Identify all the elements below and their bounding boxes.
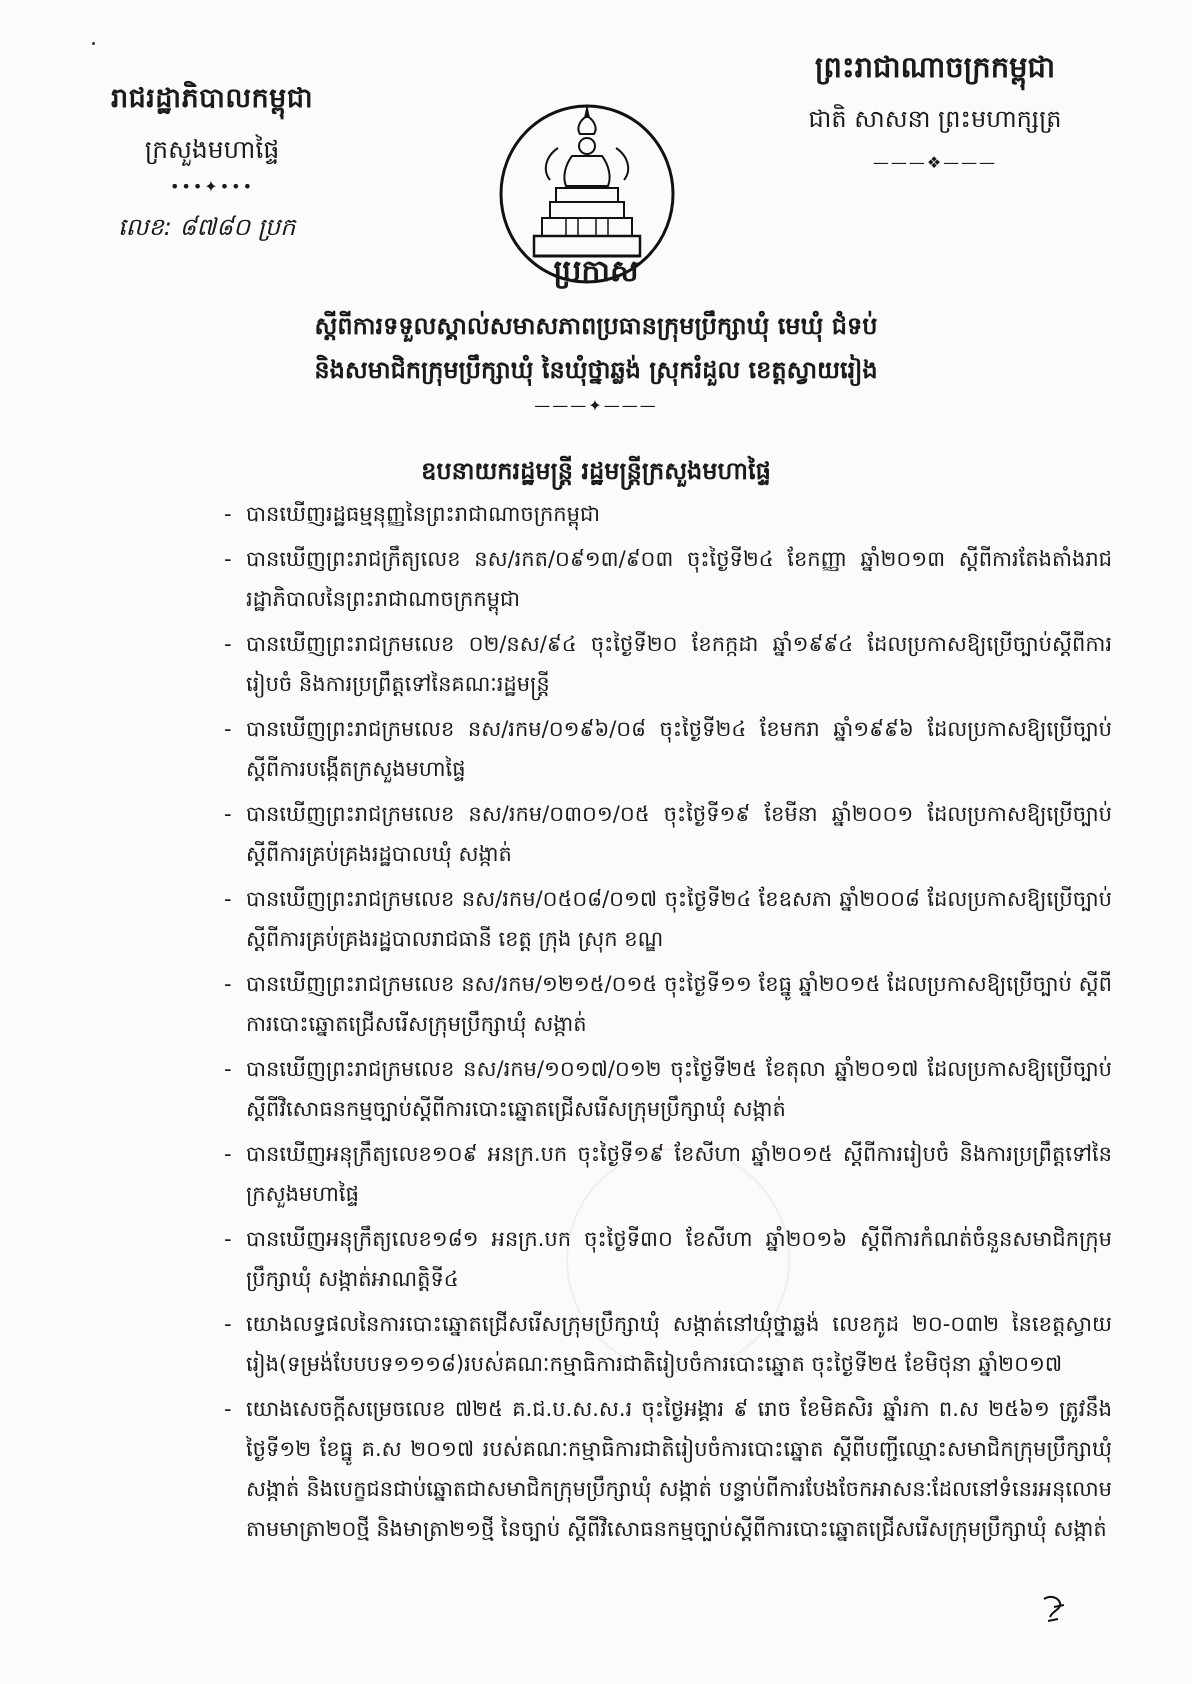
reference-number: លេខ: ៨៧៨០ ប្រក xyxy=(118,213,296,241)
kingdom-header xyxy=(780,50,1090,172)
preamble-item: - បានឃើញព្រះរាជក្រមលេខ នស/រកម/០៣០១/០៥ ចុះថ្ងៃទី១៩ ខែមីនា ឆ្នាំ២០០១ ដែលប្រកាសឱ្យប្រើច្បាប់ ស្តីពីការគ្រប់គ្រងរដ្ឋបាលឃុំ សង្កាត់ xyxy=(232,794,1112,874)
national-motto: ជាតិ សាសនា ព្រះមហាក្សត្រ xyxy=(808,105,1062,133)
list-dash: - xyxy=(224,1057,232,1081)
subject-line-1: ស្តីពីការទទួលស្គាល់សមាសភាពប្រធានក្រុមប្រឹក្សាឃុំ មេឃុំ ជំទប់ xyxy=(314,312,878,340)
issuing-authority: ឧបនាយករដ្ឋមន្ត្រី រដ្ឋមន្ត្រីក្រសួងមហាផ្ទៃ xyxy=(421,457,771,485)
list-dash: - xyxy=(224,1397,232,1421)
subject-line-2: និងសមាជិកក្រុមប្រឹក្សាឃុំ នៃឃុំថ្នាឆ្លង់ ស្រុករំដួល ខេត្តស្វាយរៀង xyxy=(314,356,878,384)
preamble-item: - យោងសេចក្តីសម្រេចលេខ ៧២៥ គ.ជ.ប.ស.ស.រ ចុះថ្ងៃអង្គារ ៩ រោច ខែមិគសិរ ឆ្នាំរកា ព.ស ២៥៦១ ត្រូវនឹងថ្ងៃទី១២ ខែធ្នូ គ.ស ២០១៧ របស់គណៈកម្មាធិការជាតិរៀបចំការបោះឆ្នោត ស្តីពីបញ្ជីឈ្មោះសមាជិកក្រុមប្រឹក្សាឃុំ សង្កាត់ និងបេក្ខជនជាប់ឆ្នោតជាសមាជិកក្រុមប្រឹក្សាឃុំ សង្កាត់ បន្ទាប់ពីការបែងចែកអាសនៈដែលនៅទំនេរអនុលោមតាមមាត្រា២០ថ្មី និងមាត្រា២១ថ្មី នៃច្បាប់ ស្តីពីវិសោធនកម្មច្បាប់ស្តីពីការបោះឆ្នោតជ្រើសរើសក្រុមប្រឹក្សាឃុំ សង្កាត់ xyxy=(232,1389,1112,1549)
list-dash: - xyxy=(224,632,232,656)
list-dash: - xyxy=(224,1227,232,1251)
preamble-item: - បានឃើញព្រះរាជក្រមលេខ ០២/នស/៩៤ ចុះថ្ងៃទី២០ ខែកក្កដា ឆ្នាំ១៩៩៤ ដែលប្រកាសឱ្យប្រើច្បាប់ស្តីពីការរៀបចំ និងការប្រព្រឹត្តទៅនៃគណៈរដ្ឋមន្ត្រី xyxy=(232,624,1112,704)
title-divider: ———✦——— xyxy=(534,396,658,415)
list-dash: - xyxy=(224,547,232,571)
list-dash: - xyxy=(224,887,232,911)
preamble-item: - បានឃើញអនុក្រឹត្យលេខ១៨១ អនក្រ.បក ចុះថ្ងៃទី៣០ ខែសីហា ឆ្នាំ២០១៦ ស្តីពីការកំណត់ចំនួនសមាជិកក្រុមប្រឹក្សាឃុំ សង្កាត់អាណត្តិទី៤ xyxy=(232,1219,1112,1299)
header-ornament-left: •••✦••• xyxy=(169,177,255,196)
scan-speck xyxy=(92,42,95,45)
list-dash: - xyxy=(224,802,232,826)
preamble-item: - បានឃើញព្រះរាជក្រឹត្យលេខ នស/រកត/០៩១៣/៩០៣ ចុះថ្ងៃទី២៤ ខែកញ្ញា ឆ្នាំ២០១៣ ស្តីពីការតែងតាំងរាជរដ្ឋាភិបាលនៃព្រះរាជាណាចក្រកម្ពុជា xyxy=(232,539,1112,619)
document-type: ប្រកាស xyxy=(553,254,639,289)
preamble-item: - បានឃើញព្រះរាជក្រមលេខ នស/រកម/០៥០៨/០១៧ ចុះថ្ងៃទី២៤ ខែឧសភា ឆ្នាំ២០០៨ ដែលប្រកាសឱ្យប្រើច្បាប់ ស្តីពីការគ្រប់គ្រងរដ្ឋបាលរាជធានី ខេត្ត ក្រុង ស្រុក ខណ្ឌ xyxy=(232,879,1112,959)
preamble-item: - បានឃើញព្រះរាជក្រមលេខ នស/រកម/១២១៥/០១៥ ចុះថ្ងៃទី១១ ខែធ្នូ ឆ្នាំ២០១៥ ដែលប្រកាសឱ្យប្រើច្បាប់ ស្តីពីការបោះឆ្នោតជ្រើសរើសក្រុមប្រឹក្សាឃុំ សង្កាត់ xyxy=(232,964,1112,1044)
government-name: រាជរដ្ឋាភិបាលកម្ពុជា xyxy=(110,83,314,114)
list-dash: - xyxy=(224,1142,232,1166)
ministry-name: ក្រសួងមហាផ្ទៃ xyxy=(144,135,280,164)
preamble-item: - បានឃើញរដ្ឋធម្មនុញ្ញនៃព្រះរាជាណាចក្រកម្ពុជា xyxy=(232,494,1112,534)
preamble-list xyxy=(224,494,1112,1554)
list-dash: - xyxy=(224,1312,232,1336)
header-ornament-right: ———❖——— xyxy=(872,153,998,172)
list-dash: - xyxy=(224,717,232,741)
initial-mark-icon xyxy=(1040,1593,1066,1623)
list-dash: - xyxy=(224,972,232,996)
list-dash: - xyxy=(224,502,232,526)
kingdom-name: ព្រះរាជាណាចក្រកម្ពុជា xyxy=(814,50,1056,84)
preamble-item: - បានឃើញព្រះរាជក្រមលេខ នស/រកម/០១៩៦/០៨ ចុះថ្ងៃទី២៤ ខែមករា ឆ្នាំ១៩៩៦ ដែលប្រកាសឱ្យប្រើច្បាប់ ស្តីពីការបង្កើតក្រសួងមហាផ្ទៃ xyxy=(232,709,1112,789)
subject xyxy=(180,304,1012,392)
preamble-item: - យោងលទ្ធផលនៃការបោះឆ្នោតជ្រើសរើសក្រុមប្រឹក្សាឃុំ សង្កាត់នៅឃុំថ្នាឆ្លង់ លេខកូដ ២០-០៣២ នៃខេត្តស្វាយរៀង(ទម្រង់បែបបទ១១១៨)របស់គណៈកម្មាធិការជាតិរៀបចំការបោះឆ្នោត ចុះថ្ងៃទី២៥ ខែមិថុនា ឆ្នាំ២០១៧ xyxy=(232,1304,1112,1384)
preamble-item: - បានឃើញព្រះរាជក្រមលេខ នស/រកម/១០១៧/០១២ ចុះថ្ងៃទី២៥ ខែតុលា ឆ្នាំ២០១៧ ដែលប្រកាសឱ្យប្រើច្បាប់ ស្តីពីវិសោធនកម្មច្បាប់ស្តីពីការបោះឆ្នោតជ្រើសរើសក្រុមប្រឹក្សាឃុំ សង្កាត់ xyxy=(232,1049,1112,1129)
ministry-header xyxy=(82,82,342,196)
preamble-item: - បានឃើញអនុក្រឹត្យលេខ១០៩ អនក្រ.បក ចុះថ្ងៃទី១៩ ខែសីហា ឆ្នាំ២០១៥ ស្តីពីការរៀបចំ និងការប្រព្រឹត្តទៅនៃក្រសួងមហាផ្ទៃ xyxy=(232,1134,1112,1214)
